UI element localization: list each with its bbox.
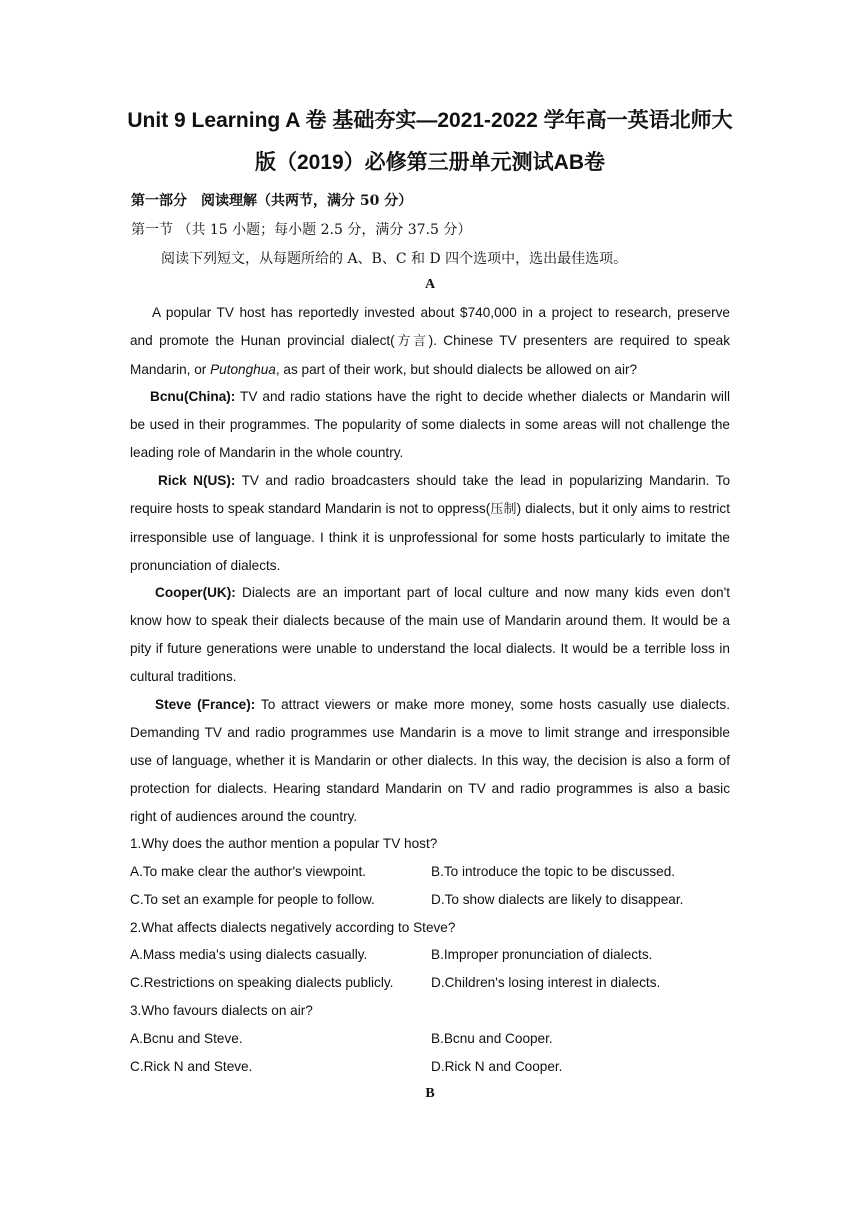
question-3-option-d: D.Rick N and Cooper. [431,1059,563,1074]
instruction-text: 阅读下列短文，从每题所给的 A、B、C 和 D 四个选项中，选出最佳选项。 [161,251,628,267]
question-1-option-d: D.To show dialects are likely to disappear. [431,892,684,907]
speaker-name: Bcnu(China): [150,389,236,404]
question-3-option-c: C.Rick N and Steve. [130,1059,253,1074]
question-3-stem: 3.Who favours dialects on air? [130,1003,313,1018]
opinion-steve: Steve (France): To attract viewers or make more money, some hosts casually use dialects. Demanding TV and radio programmes use Mandarin is a move to limit strange and irresponsible use of language, whether it is Mandarin or other dialects. In this way, the decision is also a form of protection for dialects. Hearing standard Mandarin on TV and radio programmes is also a basic right of audiences around the country. [130,697,731,824]
document-title-line-1: Unit 9 Learning A 卷 基础夯实—2021-2022 学年高一英语北师大 [127,109,733,132]
passage-a-label: A [424,277,436,292]
question-2-option-d: D.Children's losing interest in dialects. [431,975,661,990]
opinion-cooper: Cooper(UK): Dialects are an important part of local culture and now many kids even don't know how to speak their dialects because of the main use of Mandarin around them. It would be a pity if future generations were unable to understand the local dialects. It would be a terrible loss in cultural traditions. [130,585,730,684]
question-3-option-a: A.Bcnu and Steve. [130,1031,243,1046]
opinion-rick: Rick N(US): TV and radio broadcasters should take the lead in popularizing Mandarin. To require hosts to speak standard Mandarin is not to oppress(压制) dialects, but it only aims to restrict irresponsible use of language. I think it is unprofessional for some hosts particularly to imitate the pronunciation of dialects. [130,473,731,573]
question-1-stem: 1.Why does the author mention a popular TV host? [130,836,438,851]
question-1-option-b: B.To introduce the topic to be discussed. [431,864,676,879]
question-2-option-b: B.Improper pronunciation of dialects. [431,947,653,962]
opinion-bcnu: Bcnu(China): TV and radio stations have the right to decide whether dialects or Mandarin will be used in their programmes. The popularity of some dialects in some areas will not challenge the leading role of Mandarin in the whole country. [130,389,730,460]
passage-b-label: B [425,1086,435,1101]
question-1-option-c: C.To set an example for people to follow. [130,892,375,907]
speaker-name: Cooper(UK): [155,585,236,600]
speaker-name: Rick N(US): [158,473,236,488]
document-title-line-2: 版（2019）必修第三册单元测试AB卷 [254,151,606,174]
question-2-stem: 2.What affects dialects negatively according to Steve? [130,920,456,935]
section-heading: 第一节 （共 15 小题；每小题 2.5 分，满分 37.5 分） [131,222,472,238]
question-2-option-c: C.Restrictions on speaking dialects publicly. [130,975,394,990]
part-heading: 第一部分 阅读理解（共两节，满分 50 分） [131,193,413,209]
question-3-option-b: B.Bcnu and Cooper. [431,1031,553,1046]
passage-a-intro: A popular TV host has reportedly invested about $740,000 in a project to research, preserve and promote the Hunan provincial dialect(方言). Chinese TV presenters are required to speak Mandarin, or Putonghua, as part of their work, but should dialects be allowed on air? [130,305,730,377]
question-2-option-a: A.Mass media's using dialects casually. [130,947,368,962]
question-1-option-a: A.To make clear the author's viewpoint. [130,864,367,879]
speaker-name: Steve (France): [155,697,256,712]
